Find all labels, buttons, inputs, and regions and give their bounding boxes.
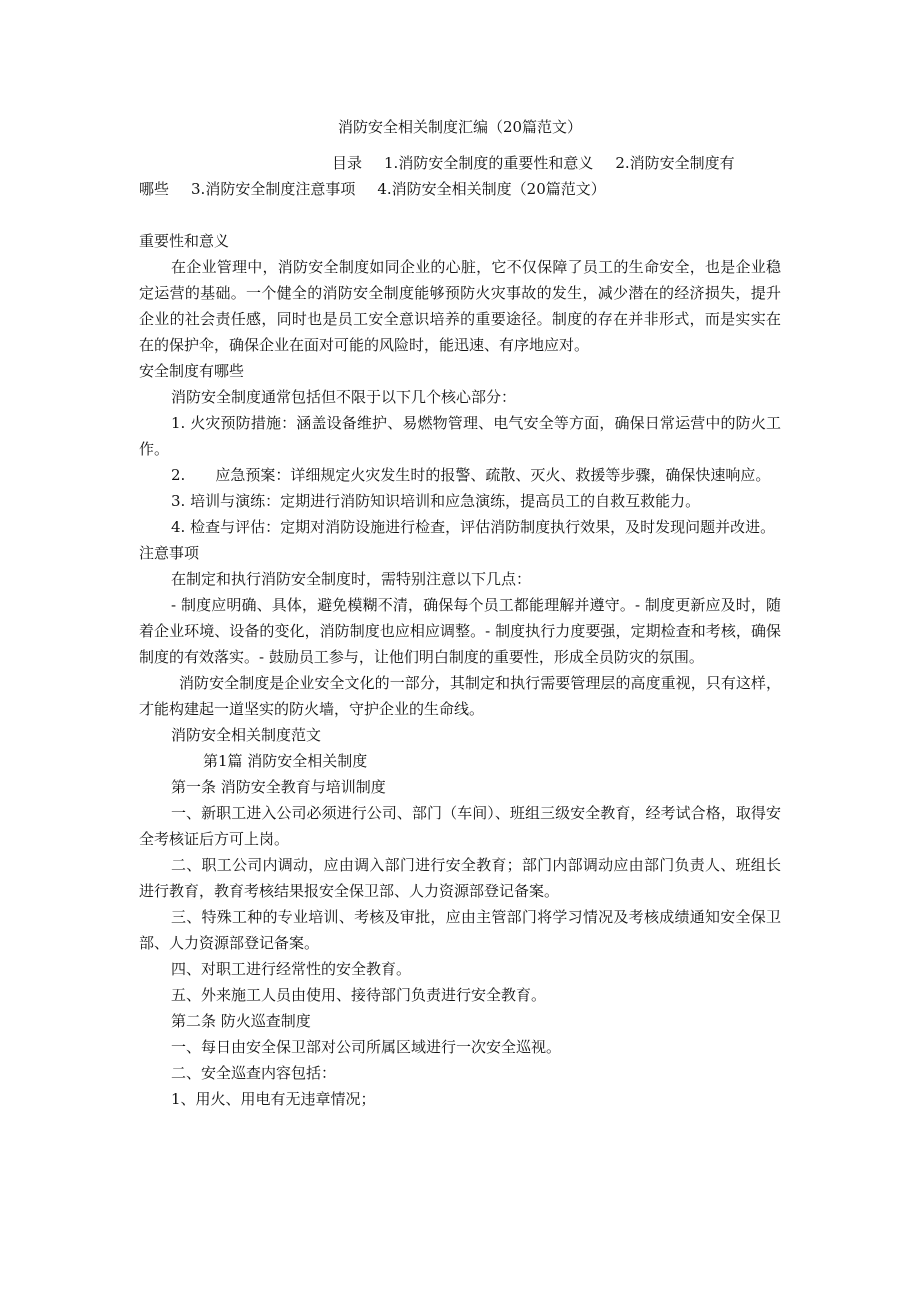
toc-line-2 xyxy=(139,176,781,202)
table-of-contents xyxy=(139,150,781,202)
clause-2-item-1: 一、每日由安全保卫部对公司所属区域进行一次安全巡视。 xyxy=(171,1038,562,1056)
list-item-what-3: 3. 培训与演练：定期进行消防知识培训和应急演练，提高员工的自救互救能力。 xyxy=(171,492,701,510)
article-1-title: 第1篇 消防安全相关制度 xyxy=(203,752,368,770)
heading-notes: 注意事项 xyxy=(139,544,200,562)
list-item-what-2-text: 应急预案：详细规定火灾发生时的报警、疏散、灭火、救援等步骤，确保快速响应。 xyxy=(215,466,771,484)
paragraph-notes-intro: 在制定和执行消防安全制度时，需特别注意以下几点： xyxy=(171,570,532,588)
toc-item-4: 4.消防安全相关制度（20篇范文） xyxy=(377,180,606,198)
paragraph-what-intro: 消防安全制度通常包括但不限于以下几个核心部分： xyxy=(171,388,517,406)
list-item-what-2-number: 2. xyxy=(171,466,186,484)
toc-item-2-part-b: 哪些 xyxy=(139,180,170,198)
clause-2-item-2: 二、安全巡查内容包括： xyxy=(171,1064,337,1082)
clause-2-subitem-1: 1、用火、用电有无违章情况； xyxy=(171,1090,376,1108)
heading-examples: 消防安全相关制度范文 xyxy=(171,726,322,744)
clause-1-item-1: 一、新职工进入公司必须进行公司、部门（车间）、班组三级安全教育，经考试合格，取得安全考核证后方可上岗。 xyxy=(139,804,781,848)
clause-1-item-4: 四、对职工进行经常性的安全教育。 xyxy=(171,960,412,978)
toc-label: 目录 xyxy=(332,154,363,172)
list-item-what-1: 1. 火灾预防措施：涵盖设备维护、易燃物管理、电气安全等方面，确保日常运营中的防火工作。 xyxy=(139,414,781,458)
heading-importance: 重要性和意义 xyxy=(139,232,230,250)
heading-what-systems: 安全制度有哪些 xyxy=(139,362,245,380)
clause-1-item-5: 五、外来施工人员由使用、接待部门负责进行安全教育。 xyxy=(171,986,547,1004)
list-item-what-4: 4. 检查与评估：定期对消防设施进行检查，评估消防制度执行效果，及时发现问题并改进。 xyxy=(171,518,776,536)
paragraph-notes-conclusion: 消防安全制度是企业安全文化的一部分，其制定和执行需要管理层的高度重视，只有这样，才能构建起一道坚实的防火墙，守护企业的生命线。 xyxy=(139,674,781,718)
toc-item-1: 1.消防安全制度的重要性和意义 xyxy=(384,154,594,172)
document-body xyxy=(139,228,781,1112)
toc-item-2-part-a: 2.消防安全制度有 xyxy=(615,154,735,172)
toc-line-1 xyxy=(139,150,781,176)
clause-1-item-3: 三、特殊工种的专业培训、考核及审批，应由主管部门将学习情况及考核成绩通知安全保卫部、人力资源部登记备案。 xyxy=(139,908,781,952)
clause-1-title: 第一条 消防安全教育与培训制度 xyxy=(171,778,386,796)
clause-2-title: 第二条 防火巡查制度 xyxy=(171,1012,311,1030)
paragraph-notes-list: - 制度应明确、具体，避免模糊不清，确保每个员工都能理解并遵守。- 制度更新应及时，随着企业环境、设备的变化，消防制度也应相应调整。- 制度执行力度要强，定期检查和考核，确保制度的有效落实。- 鼓励员工参与，让他们明白制度的重要性，形成全员防灾的氛围。 xyxy=(139,596,781,666)
list-item-what-2 xyxy=(139,462,781,488)
paragraph-importance: 在企业管理中，消防安全制度如同企业的心脏，它不仅保障了员工的生命安全，也是企业稳定运营的基础。一个健全的消防安全制度能够预防火灾事故的发生，减少潜在的经济损失，提升企业的社会责任感，同时也是员工安全意识培养的重要途径。制度的存在并非形式，而是实实在在的保护伞，确保企业在面对可能的风险时，能迅速、有序地应对。 xyxy=(139,258,781,354)
toc-item-3: 3.消防安全制度注意事项 xyxy=(191,180,356,198)
document-title: 消防安全相关制度汇编（20篇范文） xyxy=(337,118,583,136)
clause-1-item-2: 二、职工公司内调动，应由调入部门进行安全教育；部门内部调动应由部门负责人、班组长进行教育，教育考核结果报安全保卫部、人力资源部登记备案。 xyxy=(139,856,781,900)
